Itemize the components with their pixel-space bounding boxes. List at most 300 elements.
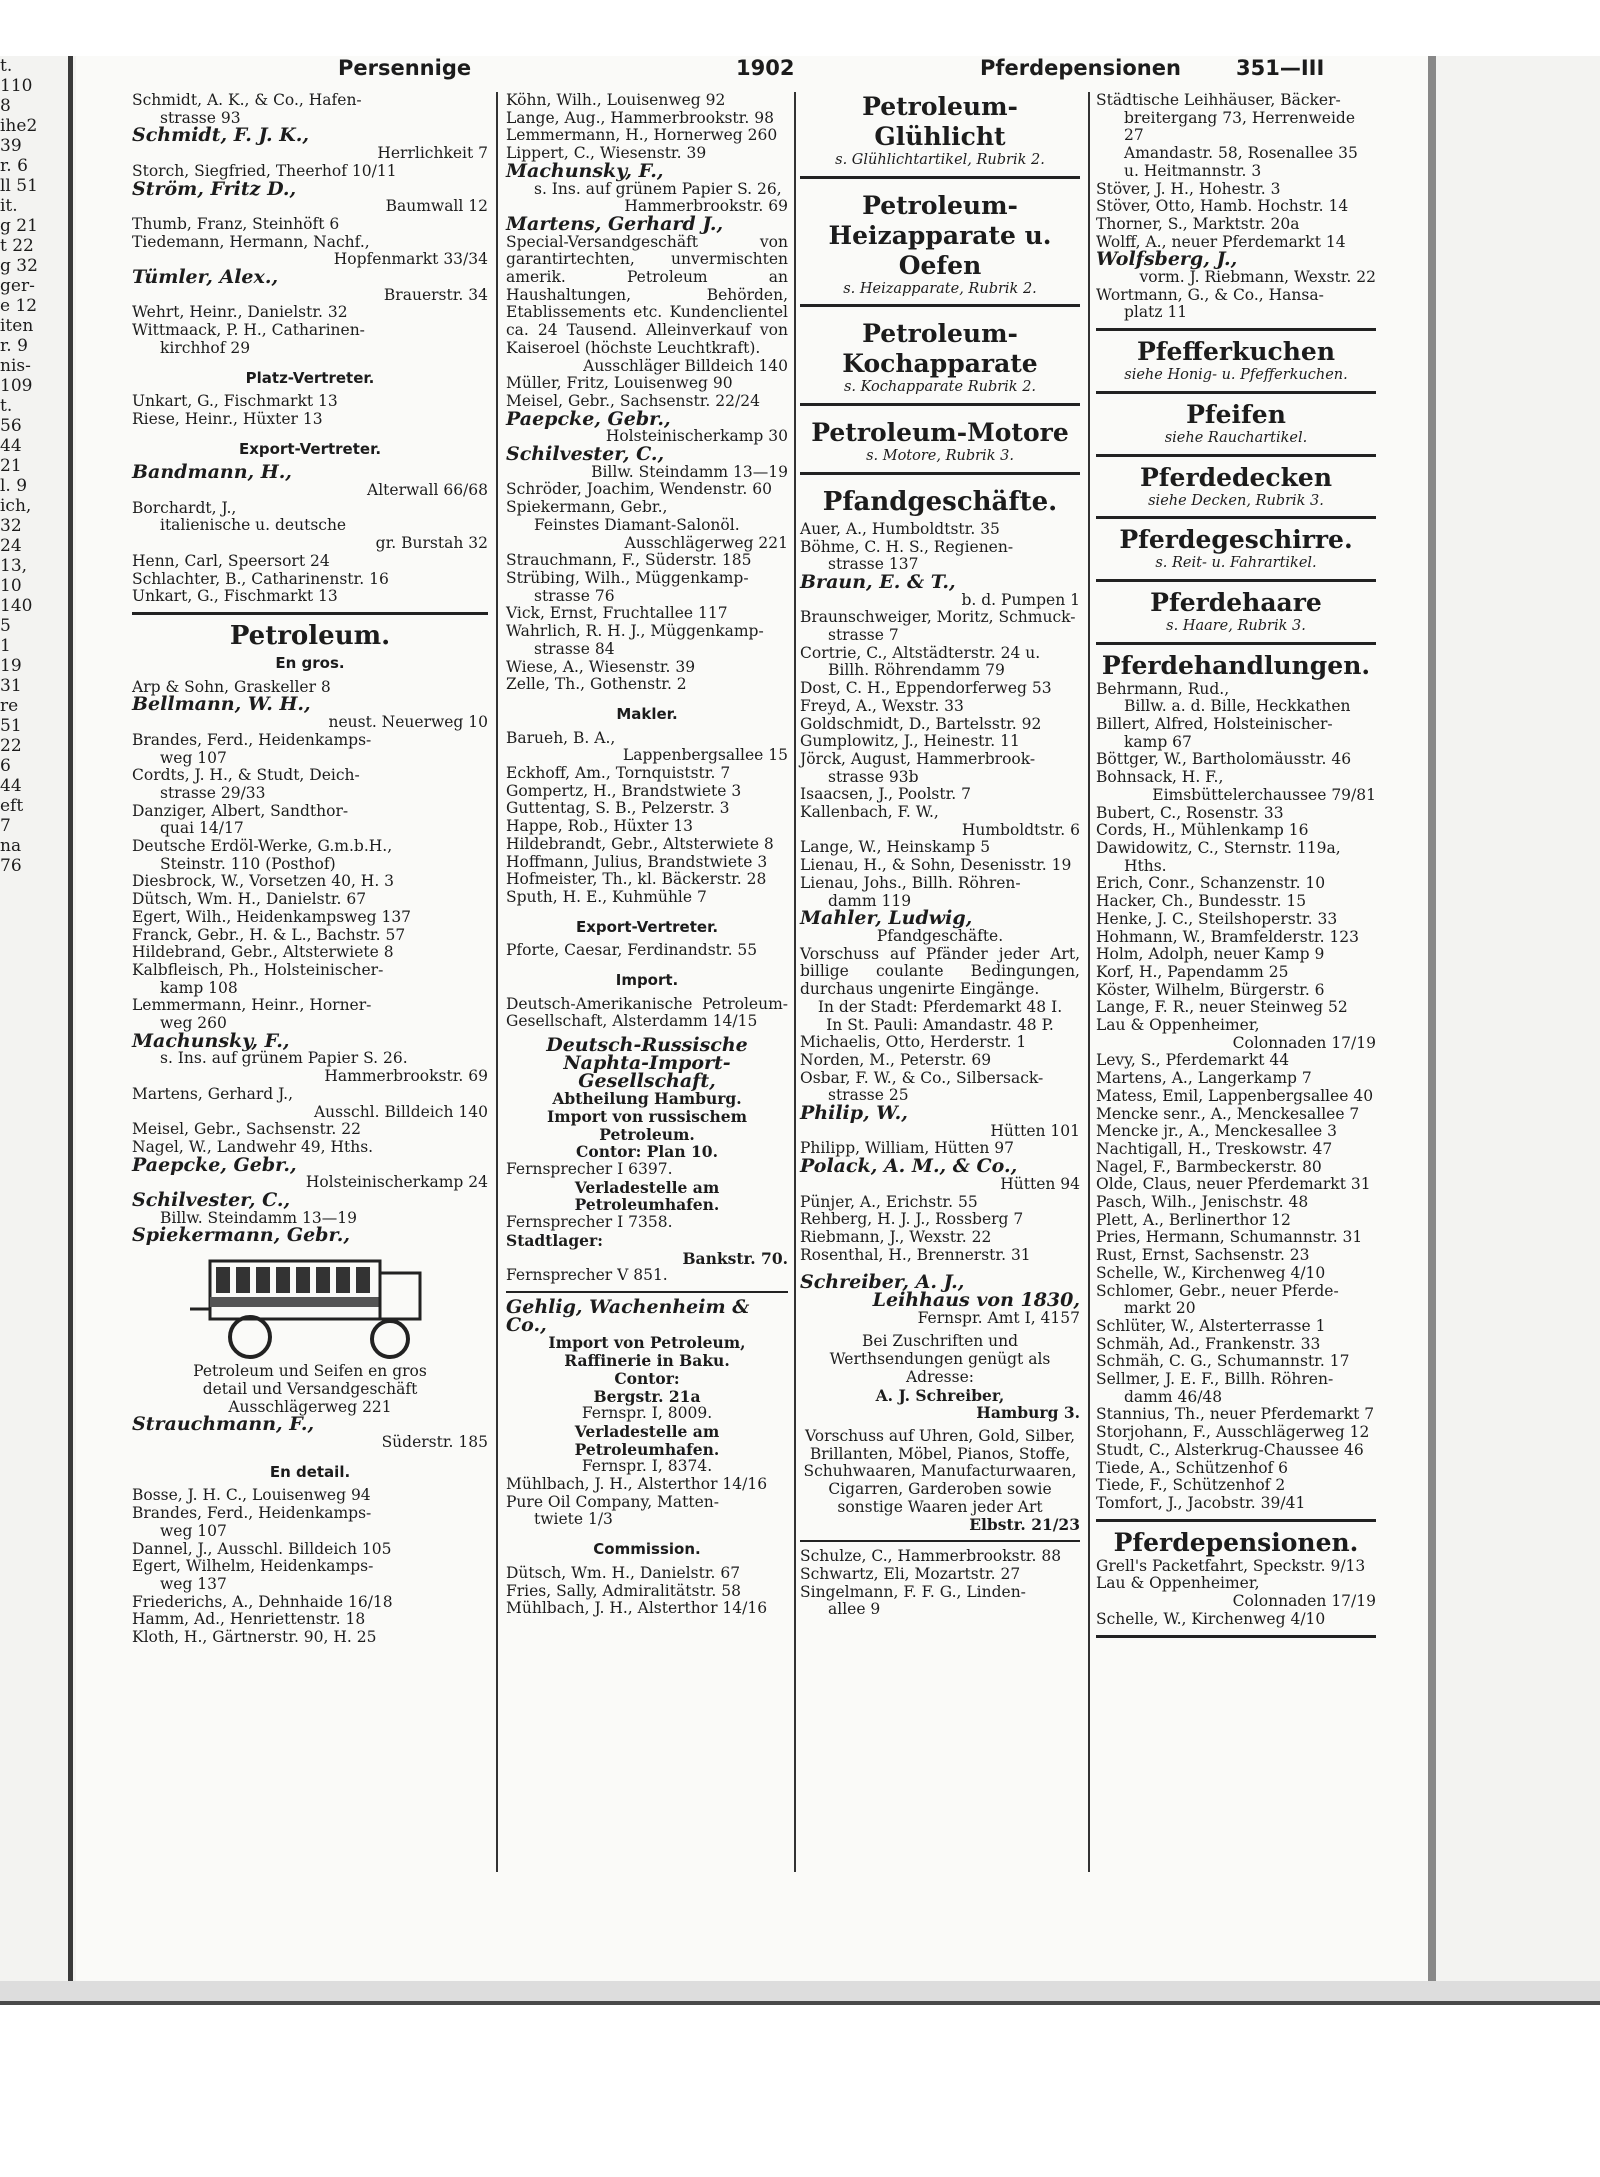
drnig-stadtlager: Stadtlager: xyxy=(506,1230,603,1250)
column-b xyxy=(506,92,788,1618)
directory-entry xyxy=(132,124,488,163)
divider xyxy=(800,472,1080,475)
entry-continuation: twiete 1/3 xyxy=(534,1510,613,1529)
category-title: Pferdehaare xyxy=(1150,587,1322,617)
entry-name: Paepcke, Gebr., xyxy=(132,1153,297,1176)
entry-text: Deutsche Erdöl-Werke, G.m.b.H., xyxy=(132,837,393,856)
entry-text: Barueh, B. A., xyxy=(506,728,616,747)
divider xyxy=(1096,391,1376,394)
entry-text: Böhme, C. H. S., Regienen- xyxy=(800,537,1014,556)
entry-text: Rehberg, H. J. J., Rossberg 7 xyxy=(800,1210,1024,1229)
directory-entry xyxy=(1096,681,1376,716)
directory-entry xyxy=(1096,716,1376,751)
directory-entry xyxy=(132,553,488,571)
entry-text: Hamm, Ad., Henriettenstr. 18 xyxy=(132,1610,366,1629)
directory-entry xyxy=(132,838,488,873)
directory-entry xyxy=(506,570,788,605)
entry-address: Brauerstr. 34 xyxy=(383,285,488,304)
entry-continuation: Billw. a. d. Bille, Heckkathen xyxy=(1124,697,1351,716)
entry-text: Meisel, Gebr., Sachsenstr. 22/24 xyxy=(506,391,760,410)
category-reference: siehe Decken, Rubrik 3. xyxy=(1148,492,1324,509)
entry-name: Polack, A. M., & Co., xyxy=(800,1155,1018,1178)
entry-continuation: damm 119 xyxy=(828,891,912,910)
category-title: Petroleum-Heizapparate u. Oefen xyxy=(828,190,1052,280)
directory-entry xyxy=(132,177,488,216)
schreiber-elbstr: Elbstr. 21/23 xyxy=(969,1515,1080,1535)
directory-entry xyxy=(132,693,488,732)
entry-text: Lange, Aug., Hammerbrookstr. 98 xyxy=(506,108,774,127)
section-subtitle: Platz-Vertreter. xyxy=(245,368,375,387)
section-subtitle: Export-Vertreter. xyxy=(238,439,382,458)
directory-entry xyxy=(800,698,1080,716)
text-line: Verladestelle am xyxy=(574,1421,720,1441)
entry-text: Danziger, Albert, Sandthor- xyxy=(132,801,349,820)
entry-continuation: strasse 84 xyxy=(534,639,615,658)
entry-text: Meisel, Gebr., Sachsenstr. 22 xyxy=(132,1120,362,1139)
entry-name: Strauchmann, F., xyxy=(132,1413,315,1436)
directory-entry xyxy=(506,552,788,570)
directory-entry xyxy=(1096,1558,1376,1576)
entry-text: Köster, Wilhelm, Bürgerstr. 6 xyxy=(1096,980,1325,999)
directory-entry xyxy=(132,997,488,1032)
entry-text: Borchardt, J., xyxy=(132,498,237,517)
entry-text: Storjohann, F., Ausschlägerweg 12 xyxy=(1096,1423,1370,1442)
entry-text: Bosse, J. H. C., Louisenweg 94 xyxy=(132,1486,371,1505)
sliver-fragment: t. xyxy=(0,56,13,76)
directory-entry xyxy=(1096,1283,1376,1318)
column-rule xyxy=(496,92,498,1872)
directory-entry xyxy=(1096,1212,1376,1230)
category-reference: s. Heizapparate, Rubrik 2. xyxy=(843,280,1037,297)
mahler-subtitle: Pfandgeschäfte. xyxy=(876,926,1004,945)
sliver-fragment: 13, xyxy=(0,556,28,576)
sliver-fragment: na xyxy=(0,836,22,856)
entry-text: Thumb, Franz, Steinhöft 6 xyxy=(132,214,340,233)
entry-text: Schelle, W., Kirchenweg 4/10 xyxy=(1096,1609,1326,1628)
directory-entry xyxy=(800,751,1080,786)
mahler-title: Mahler, Ludwig, xyxy=(800,907,973,930)
entry-text: Wolff, A., neuer Pferdemarkt 14 xyxy=(1096,232,1346,251)
sliver-fragment: 44 xyxy=(0,436,22,456)
entry-text: Wiese, A., Wiesenstr. 39 xyxy=(506,657,696,676)
entry-continuation: strasse 76 xyxy=(534,586,615,605)
sliver-fragment: 8 xyxy=(0,96,11,116)
entry-address: Hopfenmarkt 33/34 xyxy=(333,250,488,269)
entry-address: Hütten 94 xyxy=(1000,1174,1080,1193)
entry-text: Nagel, F., Barmbeckerstr. 80 xyxy=(1096,1157,1322,1176)
entry-address: Baumwall 12 xyxy=(385,197,488,216)
directory-page xyxy=(76,56,1436,2001)
directory-entry xyxy=(1096,964,1376,982)
entry-text: Thorner, S., Marktstr. 20a xyxy=(1096,214,1300,233)
category-reference: s. Glühlichtartikel, Rubrik 2. xyxy=(835,152,1045,168)
entry-address: Alterwall 66/68 xyxy=(367,481,488,500)
entry-text: Schmidt, A. K., & Co., Hafen- xyxy=(132,91,362,109)
directory-entry xyxy=(132,1189,488,1227)
entry-text: Freyd, A., Wexstr. 33 xyxy=(800,696,964,715)
page-header xyxy=(118,56,1408,84)
header-right: Pferdepensionen xyxy=(980,56,1181,80)
directory-entry xyxy=(132,216,488,234)
entry-name: Schilvester, C., xyxy=(506,443,665,466)
directory-entry xyxy=(800,1211,1080,1229)
section-subtitle: Commission. xyxy=(593,1540,701,1559)
entry-name: Schmidt, F. J. K., xyxy=(132,124,310,147)
sliver-fragment: 39 xyxy=(0,136,22,156)
divider xyxy=(800,176,1080,179)
entry-text: Wahrlich, R. H. J., Müggenkamp- xyxy=(506,622,764,641)
text-line: Abtheilung Hamburg. xyxy=(552,1089,742,1109)
entry-continuation: markt 20 xyxy=(1124,1299,1196,1318)
category-reference: s. Haare, Rubrik 3. xyxy=(1166,617,1306,634)
sliver-fragment: g 21 xyxy=(0,216,38,236)
entry-text: Schwartz, Eli, Mozartstr. 27 xyxy=(800,1564,1021,1583)
entry-text: Brandes, Ferd., Heidenkamps- xyxy=(132,1504,372,1523)
sliver-fragment: r. 9 xyxy=(0,336,28,356)
entry-text: Gumplowitz, J., Heinestr. 11 xyxy=(800,732,1020,751)
entry-text: Tiedemann, Hermann, Nachf., xyxy=(132,232,370,251)
entry-text: Martens, A., Langerkamp 7 xyxy=(1096,1069,1312,1088)
sliver-fragment: e 12 xyxy=(0,296,38,316)
entry-text: Cordts, J. H., & Studt, Deich- xyxy=(132,766,360,785)
text-line: Ausschlägerweg 221 xyxy=(228,1397,392,1416)
entry-text: Lange, F. R., neuer Steinweg 52 xyxy=(1096,998,1348,1017)
directory-entry xyxy=(506,481,788,499)
entry-text: Henke, J. C., Steilshoperstr. 33 xyxy=(1096,909,1338,928)
sliver-fragment: 56 xyxy=(0,416,22,436)
entry-text: Diesbrock, W., Vorsetzen 40, H. 3 xyxy=(132,872,395,891)
entry-text: Schröder, Joachim, Wendenstr. 60 xyxy=(506,480,773,499)
entry-text: Mencke jr., A., Menckesallee 3 xyxy=(1096,1122,1337,1141)
category-title: Petroleum-Glühlicht xyxy=(862,92,1018,151)
entry-continuation: strasse 137 xyxy=(828,555,919,574)
entry-text: Sellmer, J. E. F., Billh. Röhren- xyxy=(1096,1370,1334,1389)
sliver-fragment: l. 9 xyxy=(0,476,28,496)
text-line: Unkart, G., Fischmarkt 13 xyxy=(132,392,338,411)
entry-text: Kloth, H., Gärtnerstr. 90, H. 25 xyxy=(132,1628,377,1647)
directory-entry xyxy=(800,1247,1080,1265)
drnig-phone-3: Fernsprecher V 851. xyxy=(506,1266,668,1285)
entry-address: Holsteinischerkamp 24 xyxy=(305,1173,488,1192)
entry-address: Ausschlägerweg 221 xyxy=(624,533,788,552)
schreiber-title: Schreiber, A. J., xyxy=(800,1271,965,1294)
mahler-text: Vorschuss auf Pfänder jeder Art, billige coulante Bedingungen, durchaus ungenirte Eingänge. xyxy=(800,944,1080,999)
entry-text: Hohmann, W., Bramfelderstr. 123 xyxy=(1096,927,1360,946)
text-line: Contor: Plan 10. xyxy=(576,1142,718,1162)
directory-entry xyxy=(132,1558,488,1593)
directory-entry xyxy=(132,500,488,518)
directory-entry xyxy=(1096,1495,1376,1513)
entry-name: Tümler, Alex., xyxy=(132,266,279,289)
category-title: Pfeifen xyxy=(1186,399,1286,429)
directory-entry xyxy=(1096,1424,1376,1442)
sliver-fragment: 44 xyxy=(0,776,22,796)
directory-entry xyxy=(800,1155,1080,1193)
directory-entry xyxy=(1096,893,1376,911)
entry-text: Köhn, Wilh., Louisenweg 92 xyxy=(506,91,726,109)
directory-entry xyxy=(506,889,788,907)
entry-text: Pasch, Wilh., Jenischstr. 48 xyxy=(1096,1193,1309,1212)
category-title: Pfefferkuchen xyxy=(1136,337,1336,367)
directory-entry xyxy=(506,730,788,765)
sliver-fragment: 51 xyxy=(0,716,22,736)
gehlig-phone-1: Fernspr. I, 8009. xyxy=(581,1404,713,1423)
sliver-fragment: r. 6 xyxy=(0,156,28,176)
entry-text: Henn, Carl, Speersort 24 xyxy=(132,551,330,570)
mahler-address-a: In der Stadt: Pferdemarkt 48 I. xyxy=(817,997,1063,1016)
entry-text: Hacker, Ch., Bundesstr. 15 xyxy=(1096,892,1307,911)
entry-text: Guttentag, S. B., Pelzerstr. 3 xyxy=(506,799,730,818)
entry-address: Holsteinischerkamp 30 xyxy=(605,427,788,446)
entry-address: Colonnaden 17/19 xyxy=(1232,1592,1376,1611)
entry-text: Holm, Adolph, neuer Kamp 9 xyxy=(1096,945,1325,964)
mahler-address-b: In St. Pauli: Amandastr. 48 P. xyxy=(826,1015,1054,1034)
directory-entry xyxy=(132,92,488,127)
text-line: Import von Petroleum, xyxy=(548,1333,746,1353)
entry-text: Wehrt, Heinr., Danielstr. 32 xyxy=(132,303,348,322)
entry-text: Behrmann, Rud., xyxy=(1096,679,1230,698)
entry-text: Cortrie, C., Altstädterstr. 24 u. xyxy=(800,643,1041,662)
entry-text: Braunschweiger, Moritz, Schmuck- xyxy=(800,608,1076,627)
section-subtitle: Import. xyxy=(615,971,679,990)
entry-text: Pries, Hermann, Schumannstr. 31 xyxy=(1096,1228,1363,1247)
directory-entry xyxy=(1096,1406,1376,1424)
entry-text: Schlachter, B., Catharinenstr. 16 xyxy=(132,569,389,588)
entry-text: Storch, Siegfried, Theerhof 10/11 xyxy=(132,161,397,180)
sliver-fragment: 110 xyxy=(0,76,33,96)
divider xyxy=(1096,579,1376,582)
entry-name: Bandmann, H., xyxy=(132,461,292,484)
entry-text: Stöver, Otto, Hamb. Hochstr. 14 xyxy=(1096,197,1349,216)
entry-continuation: weg 260 xyxy=(160,1014,227,1033)
directory-entry xyxy=(1096,1123,1376,1141)
directory-entry xyxy=(506,499,788,517)
gehlig-title: Gehlig, Wachenheim & Co., xyxy=(506,1296,750,1336)
directory-entry xyxy=(132,1029,488,1086)
entry-text: Spiekermann, Gebr., xyxy=(506,498,668,517)
directory-entry xyxy=(506,159,788,216)
directory-entry xyxy=(132,517,488,535)
entry-text: Bohnsack, H. F., xyxy=(1096,768,1224,787)
directory-entry xyxy=(132,1611,488,1629)
divider xyxy=(1096,328,1376,331)
sliver-fragment: ger- xyxy=(0,276,35,296)
entry-continuation: Amandastr. 58, Rosenallee 35 xyxy=(1124,144,1358,163)
entry-name: Wolfsberg, J., xyxy=(1096,248,1238,271)
film-edge xyxy=(0,1981,1600,2001)
directory-entry xyxy=(132,1153,488,1192)
entry-continuation: italienische u. deutsche xyxy=(160,516,347,535)
directory-entry xyxy=(132,1487,488,1505)
text-line: Riese, Heinr., Hüxter 13 xyxy=(132,409,323,428)
directory-entry xyxy=(800,539,1080,574)
entry-address: gr. Burstah 32 xyxy=(375,534,488,553)
entry-name: Bellmann, W. H., xyxy=(132,693,311,716)
schreiber-address-2: Hamburg 3. xyxy=(976,1403,1080,1423)
entry-text: Lange, W., Heinskamp 5 xyxy=(800,838,991,857)
category-title: Petroleum. xyxy=(229,620,391,651)
directory-entry xyxy=(506,517,788,535)
directory-entry xyxy=(506,623,788,658)
directory-entry xyxy=(132,588,488,606)
divider xyxy=(1096,642,1376,645)
entry-text: Nagel, W., Landwehr 49, Hths. xyxy=(132,1137,374,1156)
entry-text: Erich, Conr., Schanzenstr. 10 xyxy=(1096,874,1326,893)
directory-entry xyxy=(800,645,1080,680)
scan-background xyxy=(0,56,1600,2005)
sliver-fragment: 76 xyxy=(0,856,22,876)
sliver-fragment: 24 xyxy=(0,536,22,556)
entry-continuation: weg 107 xyxy=(160,748,227,767)
entry-text: Plett, A., Berlinerthor 12 xyxy=(1096,1210,1291,1229)
entry-address: Ausschl. Billdeich 140 xyxy=(313,1102,488,1121)
directory-entry xyxy=(506,92,788,110)
section-subtitle: Makler. xyxy=(616,704,678,723)
text-line: Raffinerie in Baku. xyxy=(564,1351,730,1371)
entry-text: Hofmeister, Th., kl. Bäckerstr. 28 xyxy=(506,870,767,889)
entry-text: Grell's Packetfahrt, Speckstr. 9/13 xyxy=(1096,1556,1366,1575)
directory-entry xyxy=(132,266,488,304)
entry-text: Rust, Ernst, Sachsenstr. 23 xyxy=(1096,1246,1310,1265)
gehlig-phone-2: Fernspr. I, 8374. xyxy=(581,1457,713,1476)
category-reference: siehe Rauchartikel. xyxy=(1164,429,1308,446)
entry-text: Lienau, Johs., Billh. Röhren- xyxy=(800,873,1021,892)
entry-text: Schmäh, Ad., Frankenstr. 33 xyxy=(1096,1334,1321,1353)
directory-entry xyxy=(1096,145,1376,163)
column-rule xyxy=(1088,92,1090,1872)
entry-text: Egert, Wilh., Heidenkampsweg 137 xyxy=(132,907,412,926)
divider xyxy=(1096,1519,1376,1522)
divider xyxy=(800,304,1080,307)
sliver-fragment: 31 xyxy=(0,676,22,696)
directory-entry xyxy=(1096,946,1376,964)
divider xyxy=(1096,1635,1376,1638)
entry-continuation: kamp 67 xyxy=(1124,732,1192,751)
directory-entry xyxy=(1096,1442,1376,1460)
text-line: Petroleum und Seifen en gros xyxy=(193,1362,427,1381)
sliver-fragment: 7 xyxy=(0,816,11,836)
entry-text: Friederichs, A., Dehnhaide 16/18 xyxy=(132,1592,393,1611)
entry-address: vorm. J. Riebmann, Wexstr. 22 xyxy=(1139,268,1376,287)
directory-entry xyxy=(1096,1106,1376,1124)
directory-entry xyxy=(132,909,488,927)
directory-entry xyxy=(800,521,1080,539)
directory-entry xyxy=(1096,1318,1376,1336)
petroleum-cart-illustration xyxy=(180,1251,440,1361)
entry-name: Philip, W., xyxy=(800,1102,908,1125)
entry-text: Jörck, August, Hammerbrook- xyxy=(800,749,1036,768)
directory-entry xyxy=(132,1224,488,1247)
text-line: Petroleum. xyxy=(599,1124,695,1144)
directory-entry xyxy=(1096,92,1376,145)
sliver-fragment: ihe2 xyxy=(0,116,38,136)
entry-continuation: quai 14/17 xyxy=(160,819,244,838)
directory-entry xyxy=(1096,1229,1376,1247)
entry-text: Hildebrand, Gebr., Altsterwiete 8 xyxy=(132,943,394,962)
drnig-bankstr: Bankstr. 70. xyxy=(682,1248,788,1268)
sliver-fragment: ll 51 xyxy=(0,176,38,196)
directory-entry xyxy=(800,1102,1080,1140)
divider xyxy=(132,612,488,615)
sliver-fragment: 109 xyxy=(0,376,33,396)
entry-continuation: weg 137 xyxy=(160,1574,227,1593)
entry-text: Bubert, C., Rosenstr. 33 xyxy=(1096,803,1284,822)
entry-text: Franck, Gebr., H. & L., Bachstr. 57 xyxy=(132,925,406,944)
column-c xyxy=(800,92,1080,1619)
entry-text: Levy, S., Pferdemarkt 44 xyxy=(1096,1051,1290,1070)
directory-entry xyxy=(132,1505,488,1540)
entry-text: Schulze, C., Hammerbrookstr. 88 xyxy=(800,1547,1062,1566)
entry-text: Müller, Fritz, Louisenweg 90 xyxy=(506,374,733,393)
sliver-fragment: 22 xyxy=(0,736,22,756)
directory-entry xyxy=(1096,1575,1376,1610)
entry-text: Egert, Wilhelm, Heidenkamps- xyxy=(132,1557,374,1576)
directory-entry xyxy=(506,110,788,128)
directory-entry xyxy=(132,1594,488,1612)
entry-name: Ström, Fritz D., xyxy=(132,177,297,200)
directory-entry xyxy=(506,783,788,801)
directory-entry xyxy=(800,1548,1080,1566)
entry-text: Dannel, J., Ausschl. Billdeich 105 xyxy=(132,1539,392,1558)
entry-text: Dawidowitz, C., Sternstr. 119a, xyxy=(1096,838,1341,857)
directory-entry xyxy=(132,927,488,945)
entry-address: neust. Neuerweg 10 xyxy=(328,713,488,732)
directory-entry xyxy=(800,804,1080,839)
directory-entry xyxy=(506,659,788,677)
entry-continuation: allee 9 xyxy=(828,1600,881,1619)
drnig-phone-1: Fernsprecher I 6397. xyxy=(506,1160,673,1179)
entry-continuation: weg 107 xyxy=(160,1521,227,1540)
directory-entry xyxy=(1096,248,1376,287)
entry-name: Schilvester, C., xyxy=(132,1189,291,1212)
text-line: detail und Versandgeschäft xyxy=(202,1379,418,1398)
entry-address: Hammerbrookstr. 69 xyxy=(324,1067,488,1086)
directory-entry xyxy=(800,570,1080,609)
text-line: Pforte, Caesar, Ferdinandstr. 55 xyxy=(506,941,758,960)
section-subtitle: En detail. xyxy=(269,1462,351,1481)
column-a xyxy=(132,92,488,1647)
divider xyxy=(800,403,1080,406)
entry-text: Hoffmann, Julius, Brandstwiete 3 xyxy=(506,852,768,871)
directory-entry xyxy=(132,767,488,802)
directory-entry xyxy=(132,962,488,997)
sliver-fragment: 140 xyxy=(0,596,33,616)
directory-entry xyxy=(506,375,788,393)
entry-continuation: platz 11 xyxy=(1124,303,1188,322)
entry-text: Studt, C., Alsterkrug-Chaussee 46 xyxy=(1096,1440,1364,1459)
directory-entry xyxy=(800,875,1080,910)
sliver-fragment: g 32 xyxy=(0,256,38,276)
directory-entry xyxy=(1096,1247,1376,1265)
directory-entry xyxy=(1096,1141,1376,1159)
entry-name: Machunsky, F., xyxy=(132,1029,290,1052)
entry-continuation: s. Ins. auf grünem Papier S. 26. xyxy=(160,1049,408,1068)
directory-entry xyxy=(1096,769,1376,804)
directory-entry xyxy=(506,818,788,836)
category-title: Pferdepensionen. xyxy=(1113,1527,1359,1557)
entry-text: Martens, Gerhard J., xyxy=(132,1084,294,1103)
directory-entry xyxy=(1096,1336,1376,1354)
directory-entry xyxy=(132,234,488,269)
entry-address: b. d. Pumpen 1 xyxy=(961,590,1080,609)
entry-continuation: u. Heitmannstr. 3 xyxy=(1124,161,1262,180)
entry-continuation: kamp 108 xyxy=(160,978,238,997)
entry-text: Cords, H., Mühlenkamp 16 xyxy=(1096,821,1309,840)
entry-text: Stöver, J. H., Hohestr. 3 xyxy=(1096,179,1281,198)
directory-entry xyxy=(800,1229,1080,1247)
sliver-fragment: re xyxy=(0,696,19,716)
directory-entry xyxy=(132,873,488,891)
